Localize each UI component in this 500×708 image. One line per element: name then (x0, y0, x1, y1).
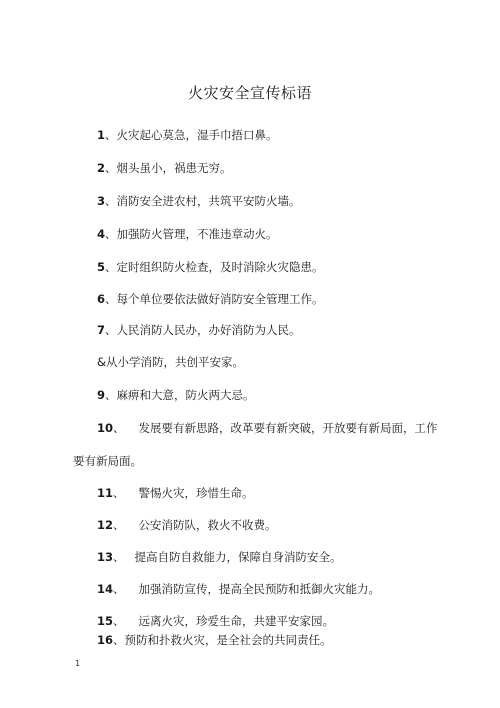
item-text: 火灾起心莫急，湿手巾捂口鼻。 (116, 128, 278, 142)
document-title: 火灾安全宣传标语 (187, 84, 312, 102)
item-number: 13 (97, 550, 114, 564)
slogan-item-4 (97, 227, 278, 241)
item-text: 远离火灾，珍爱生命，共建平安家园。 (138, 614, 335, 628)
item-text: 人民消防人民办，办好消防为人民。 (116, 323, 301, 337)
slogan-item-3 (97, 194, 301, 208)
slogan-item-7 (97, 323, 301, 337)
item-text: 每个单位要依法做好消防安全管理工作。 (116, 292, 324, 306)
item-text: 消防安全进农村，共筑平安防火墙。 (116, 194, 301, 208)
item-number: 6 (97, 292, 106, 306)
item-separator: 、 (105, 227, 117, 241)
item-text: 警惕火灾，珍惜生命。 (138, 486, 254, 500)
item-separator: 、 (105, 388, 117, 402)
item-separator: 、 (105, 194, 117, 208)
item-text: 定时组织防火检查，及时消除火灾隐患。 (116, 260, 324, 274)
item-number: 4 (97, 227, 106, 241)
item-number: 1 (97, 128, 106, 142)
item-separator: 、 (105, 292, 117, 306)
slogan-item-12 (97, 518, 277, 532)
item-text: 加强防火管理，不准违章动火。 (116, 227, 278, 241)
slogan-item-10 (97, 421, 438, 435)
slogan-item-16 (97, 633, 332, 647)
slogan-item-13 (97, 550, 342, 564)
page-number: 1 (75, 659, 81, 668)
item-separator: 、 (113, 550, 125, 564)
item-separator: 、 (113, 582, 125, 596)
item-separator: 、 (113, 421, 125, 435)
item-text: 提高自防自救能力，保障自身消防安全。 (134, 550, 342, 564)
item-text: 加强消防宣传，提高全民预防和抵御火灾能力。 (138, 582, 381, 596)
item-text: 烟头虽小，祸患无穷。 (116, 161, 232, 175)
item-text: 公安消防队，救火不收费。 (138, 518, 277, 532)
slogan-item-14 (97, 582, 380, 596)
item-separator: 、 (113, 633, 125, 647)
item-number: & (97, 355, 106, 369)
item-separator: 、 (113, 614, 125, 628)
slogan-item-2 (97, 161, 232, 175)
item-number: 14 (97, 582, 114, 596)
item-text: 预防和扑救火灾，是全社会的共同责任。 (124, 633, 332, 647)
slogan-item-1 (97, 128, 278, 142)
item-separator: 、 (113, 486, 125, 500)
item-number: 11 (97, 486, 114, 500)
item-number: 7 (97, 323, 106, 337)
slogan-item-10-continuation: 要有新局面。 (73, 454, 142, 468)
item-separator: 、 (105, 161, 117, 175)
slogan-item-8 (97, 355, 244, 369)
slogan-item-11 (97, 486, 254, 500)
slogan-item-6 (97, 292, 324, 306)
item-number: 12 (97, 518, 114, 532)
item-text: 发展要有新思路，改革要有新突破，开放要有新局面，工作 (138, 421, 438, 435)
item-separator: 、 (105, 128, 117, 142)
item-separator: 、 (113, 518, 125, 532)
slogan-item-15 (97, 614, 334, 628)
item-number: 15 (97, 614, 114, 628)
item-separator: 、 (105, 323, 117, 337)
slogan-item-5 (97, 260, 324, 274)
item-number: 9 (97, 388, 106, 402)
item-number: 3 (97, 194, 106, 208)
item-number: 5 (97, 260, 106, 274)
item-number: 16 (97, 633, 114, 647)
item-text: 麻痹和大意，防火两大忌。 (116, 388, 255, 402)
slogan-item-9 (97, 388, 255, 402)
item-text: 从小学消防，共创平安家。 (105, 355, 244, 369)
item-separator: 、 (105, 260, 117, 274)
item-number: 2 (97, 161, 106, 175)
item-number: 10 (97, 421, 114, 435)
